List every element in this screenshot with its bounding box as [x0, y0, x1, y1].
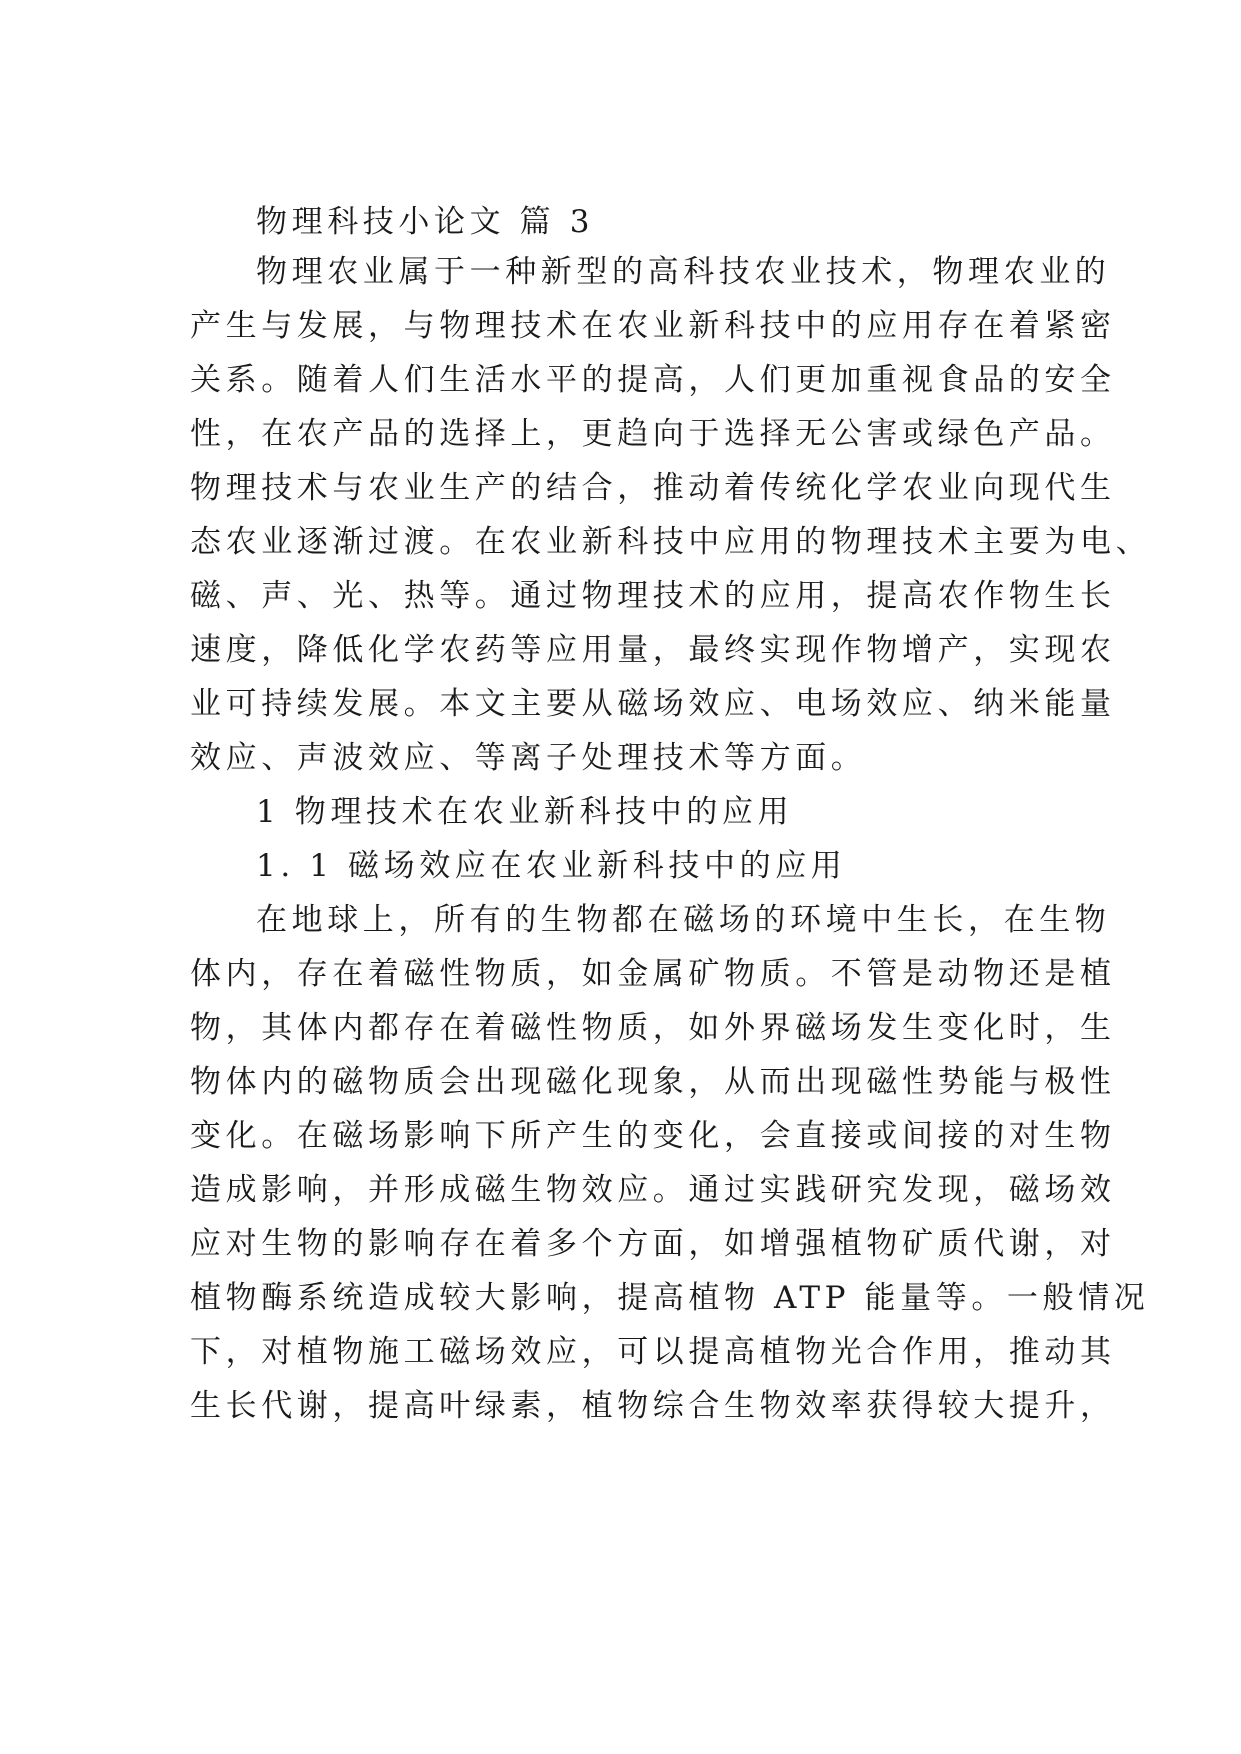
paragraph-line: 物体内的磁物质会出现磁化现象，从而出现磁性势能与极性 [190, 1064, 1116, 1100]
paragraph-line: 物理技术与农业生产的结合，推动着传统化学农业向现代生 [190, 470, 1116, 506]
paragraph-line: 物，其体内都存在着磁性物质，如外界磁场发生变化时，生 [190, 1010, 1116, 1046]
paragraph-line: 物理农业属于一种新型的高科技农业技术，物理农业的 [256, 254, 1111, 290]
subsection-heading: 1. 1 磁场效应在农业新科技中的应用 [256, 848, 847, 884]
paragraph-line: 植物酶系统造成较大影响，提高植物 ATP 能量等。一般情况 [190, 1280, 1150, 1316]
document-title: 物理科技小论文 篇 3 [256, 204, 595, 240]
paragraph-line: 在地球上，所有的生物都在磁场的环境中生长，在生物 [256, 902, 1111, 938]
paragraph-line: 造成影响，并形成磁生物效应。通过实践研究发现，磁场效 [190, 1172, 1116, 1208]
paragraph-line: 速度，降低化学农药等应用量，最终实现作物增产，实现农 [190, 632, 1116, 668]
paragraph-line: 变化。在磁场影响下所产生的变化，会直接或间接的对生物 [190, 1118, 1116, 1154]
paragraph-line: 下，对植物施工磁场效应，可以提高植物光合作用，推动其 [190, 1334, 1116, 1370]
paragraph-line: 关系。随着人们生活水平的提高，人们更加重视食品的安全 [190, 362, 1116, 398]
paragraph-line: 应对生物的影响存在着多个方面，如增强植物矿质代谢，对 [190, 1226, 1116, 1262]
paragraph-line: 效应、声波效应、等离子处理技术等方面。 [190, 740, 867, 776]
section-heading: 1 物理技术在农业新科技中的应用 [256, 794, 794, 830]
paragraph-line: 产生与发展，与物理技术在农业新科技中的应用存在着紧密 [190, 308, 1116, 344]
paragraph-line: 生长代谢，提高叶绿素，植物综合生物效率获得较大提升， [190, 1388, 1116, 1424]
paragraph-line: 磁、声、光、热等。通过物理技术的应用，提高农作物生长 [190, 578, 1116, 614]
paragraph-line: 态农业逐渐过渡。在农业新科技中应用的物理技术主要为电、 [190, 524, 1152, 560]
paragraph-line: 性，在农产品的选择上，更趋向于选择无公害或绿色产品。 [190, 416, 1116, 452]
paragraph-line: 业可持续发展。本文主要从磁场效应、电场效应、纳米能量 [190, 686, 1116, 722]
paragraph-line: 体内，存在着磁性物质，如金属矿物质。不管是动物还是植 [190, 956, 1116, 992]
